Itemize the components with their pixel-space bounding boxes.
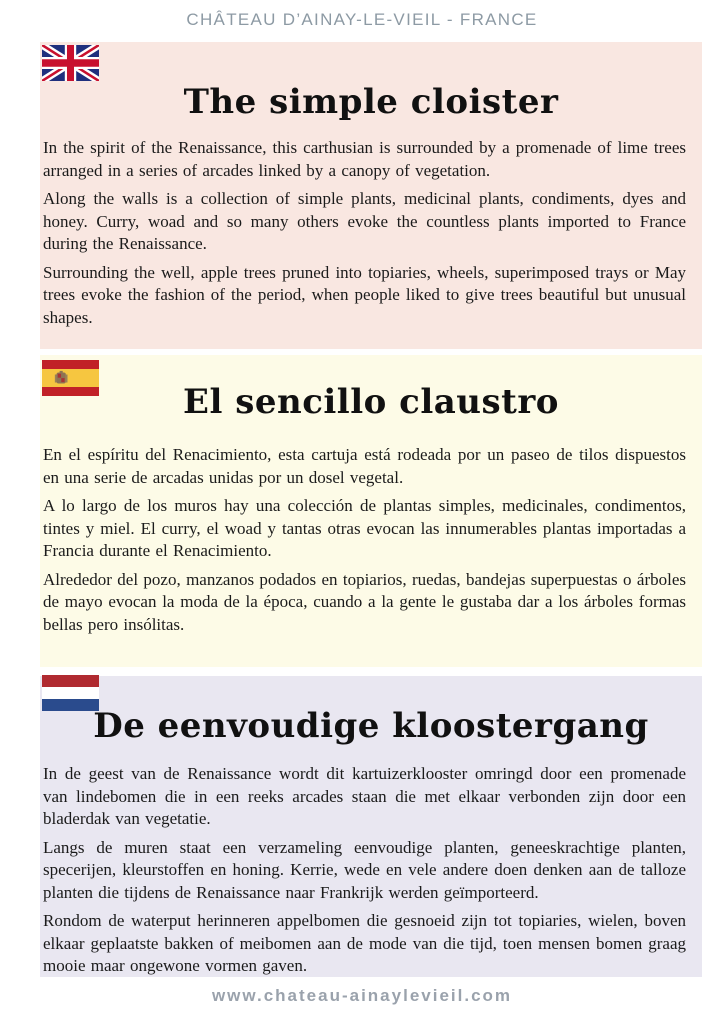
- section-english: [40, 42, 702, 349]
- paragraph: Alrededor del pozo, manzanos podados en topiarios, ruedas, bandejas superpuestas o árboles de mayo evocan la moda de la época, cuando a la gente le gustaba dar a los árboles formas bellas pero insólitas.: [43, 569, 686, 634]
- paragraph: In de geest van de Renaissance wordt dit kartuizerklooster omringd door een promenade van lindebomen die in een reeks arcades staan die met elkaar verbonden zijn door een bladerdak van vegetatie.: [43, 764, 686, 828]
- paragraph: En el espíritu del Renacimiento, esta cartuja está rodeada por un paseo de tilos dispuestos en una serie de arcadas unidas por un dosel vegetal.: [43, 445, 686, 487]
- section-body-dutch: [43, 763, 686, 984]
- section-body-spanish: [43, 444, 686, 642]
- section-spanish: [40, 355, 702, 667]
- paragraph: Surrounding the well, apple trees pruned into topiaries, wheels, superimposed trays or May trees evoke the fashion of the period, when people liked to give trees beautiful but unusual shapes.: [43, 262, 686, 327]
- section-body-english: [43, 137, 686, 335]
- paragraph: Along the walls is a collection of simple plants, medicinal plants, condiments, dyes and honey. Curry, woad and so many others evoke the countless plants imported to France during the Renaissance.: [43, 189, 686, 253]
- section-title-spanish: El sencillo claustro: [183, 382, 559, 422]
- paragraph: Rondom de waterput herinneren appelbomen die gesnoeid zijn tot topiaries, wielen, boven elkaar geplaatste bakken of meibomen aan de mode van die tijd, toen mensen bomen graag mooie maar ongewone vormen gaven.: [43, 911, 686, 975]
- paragraph: A lo largo de los muros hay una colección de plantas simples, medicinales, condimentos, tintes y miel. El curry, el woad y tantas otras evocan las innumerables plantas importadas a Francia durante el Renacimiento.: [43, 496, 686, 560]
- website-url: www.chateau-ainaylevieil.com: [211, 986, 513, 1005]
- section-title-english: The simple cloister: [183, 82, 559, 122]
- section-dutch: [40, 676, 702, 977]
- paragraph: Langs de muren staat een verzameling eenvoudige planten, geneeskrachtige planten, specerijen, kleurstoffen en honing. Kerrie, wede en vele andere doen denken aan de talloze planten die tijdens de Renaissance naar Frankrijk werden geïmporteerd.: [43, 837, 686, 902]
- section-title-dutch: De eenvoudige kloostergang: [93, 706, 649, 746]
- uk-flag-icon: [42, 45, 99, 81]
- paragraph: In the spirit of the Renaissance, this carthusian is surrounded by a promenade of lime trees arranged in a series of arcades linked by a canopy of vegetation.: [43, 138, 686, 180]
- site-header-title: CHÂTEAU D’AINAY-LE-VIEIL - FRANCE: [186, 10, 538, 29]
